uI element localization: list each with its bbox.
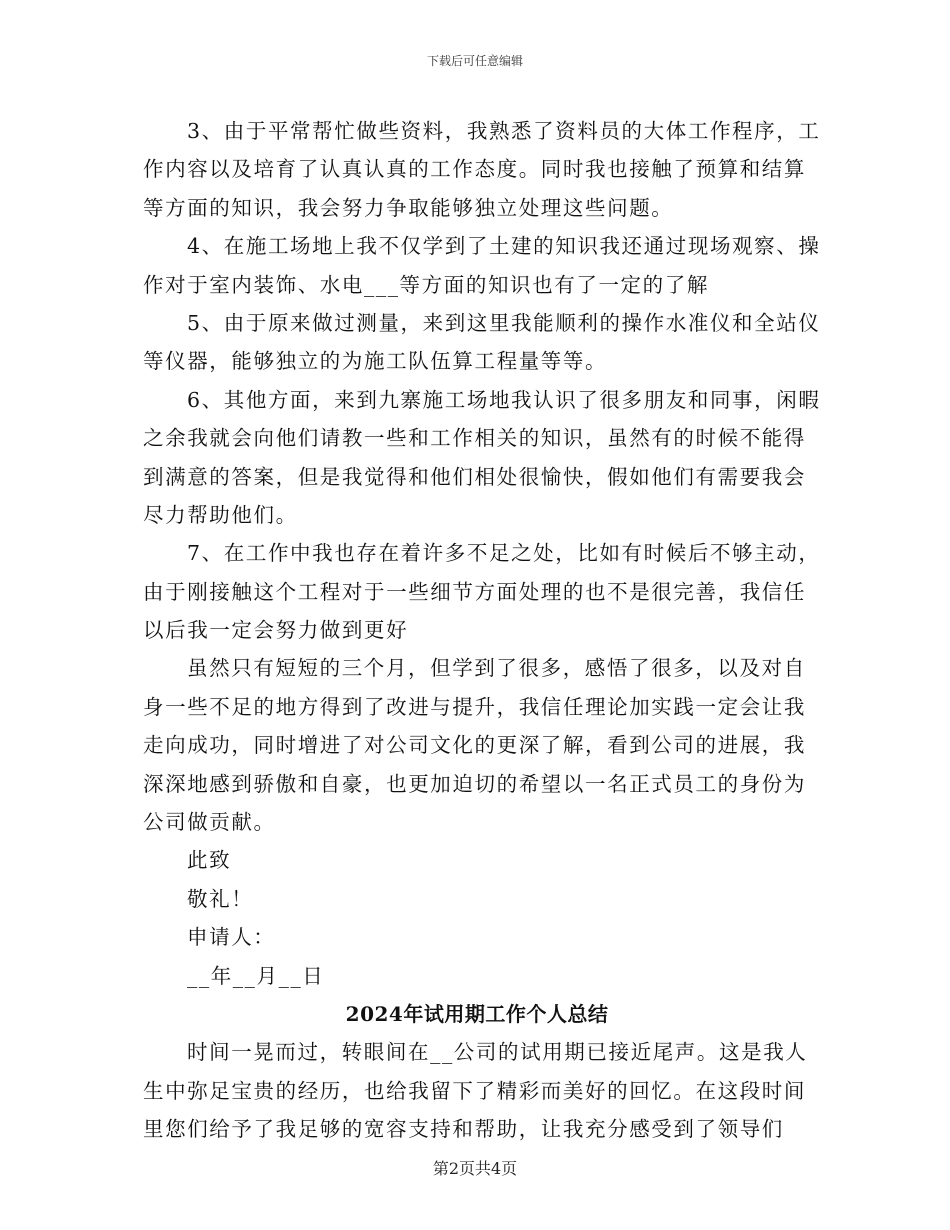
text-line: 之余我就会向他们请教一些和工作相关的知识，虽然有的时候不能得 xyxy=(143,426,806,451)
text-line: 6、其他方面，来到九寨施工场地我认识了很多朋友和同事，闲暇 xyxy=(187,387,821,412)
text-line: 等方面的知识，我会努力争取能够独立处理这些问题。 xyxy=(143,195,674,220)
text-line: 到满意的答案，但是我觉得和他们相处很愉快，假如他们有需要我会 xyxy=(143,464,806,489)
text-line: __年__月__日 xyxy=(187,963,325,988)
text-line: 时间一晃而过，转眼间在__公司的试用期已接近尾声。这是我人 xyxy=(187,1040,808,1065)
text-line: 尽力帮助他们。 xyxy=(143,502,298,527)
text-line: 虽然只有短短的三个月，但学到了很多，感悟了很多，以及对自 xyxy=(187,656,806,681)
document-body xyxy=(143,112,821,1149)
text-line: 申请人： xyxy=(187,925,276,950)
document-title: 2024年试用期工作个人总结 xyxy=(345,1001,609,1026)
text-line: 生中弥足宝贵的经历，也给我留下了精彩而美好的回忆。在这段时间 xyxy=(143,1078,806,1103)
text-line: 此致 xyxy=(187,848,232,873)
page-footer: 第2页共4页 xyxy=(432,1159,518,1178)
text-line: 等仪器，能够独立的为施工队伍算工程量等等。 xyxy=(143,349,608,374)
letter-section xyxy=(143,112,821,995)
text-line: 走向成功，同时增进了对公司文化的更深了解，看到公司的进展，我 xyxy=(143,733,806,758)
text-line: 由于刚接触这个工程对于一些细节方面处理的也不是很完善，我信任 xyxy=(143,579,806,604)
text-line: 里您们给予了我足够的宽容支持和帮助，让我充分感受到了领导们 xyxy=(143,1117,784,1142)
text-line: 作内容以及培育了认真认真的工作态度。同时我也接触了预算和结算 xyxy=(143,157,806,182)
text-line: 身一些不足的地方得到了改进与提升，我信任理论加实践一定会让我 xyxy=(143,694,806,719)
text-line: 深深地感到骄傲和自豪，也更加迫切的希望以一名正式员工的身份为 xyxy=(143,771,806,796)
page-header: 下载后可任意编辑 xyxy=(426,54,523,68)
text-line: 公司做贡献。 xyxy=(143,810,276,835)
summary-section xyxy=(143,1033,811,1148)
text-line: 4、在施工场地上我不仅学到了土建的知识我还通过现场观察、操 xyxy=(187,234,821,259)
text-line: 3、由于平常帮忙做些资料，我熟悉了资料员的大体工作程序，工 xyxy=(187,119,821,143)
text-line: 敬礼！ xyxy=(187,886,254,911)
text-line: 5、由于原来做过测量，来到这里我能顺利的操作水准仪和全站仪 xyxy=(187,310,821,335)
text-line: 以后我一定会努力做到更好 xyxy=(143,618,409,643)
text-line: 7、在工作中我也存在着许多不足之处，比如有时候后不够主动， xyxy=(187,541,821,566)
text-line: 作对于室内装饰、水电___等方面的知识也有了一定的了解 xyxy=(143,272,709,297)
